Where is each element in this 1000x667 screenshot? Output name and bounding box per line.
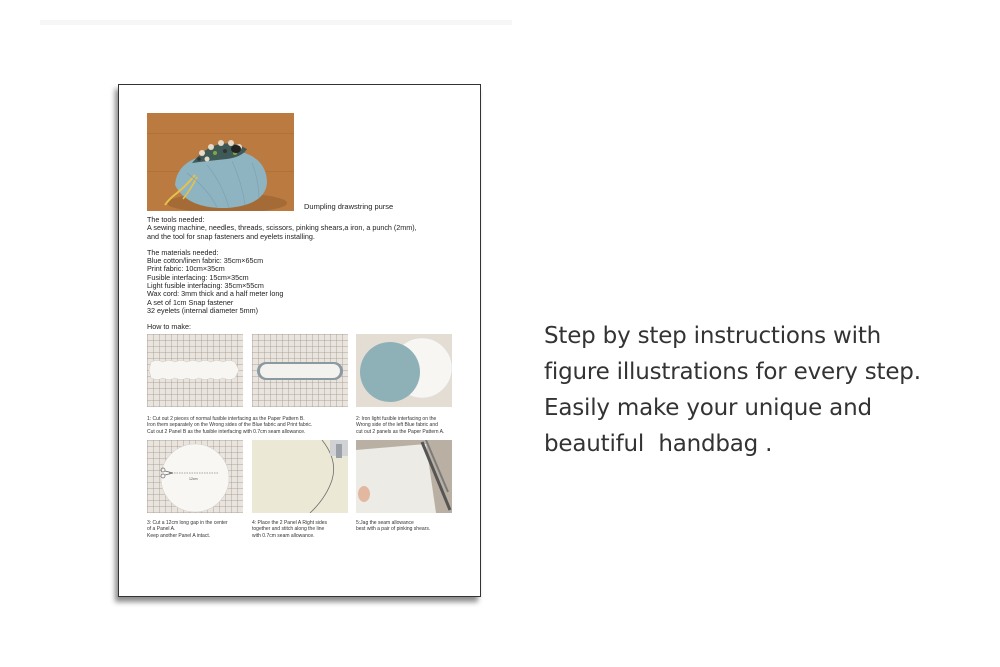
step-4-text bbox=[252, 520, 348, 539]
step-line: 1: Cut out 2 pieces of normal fusible interfacing as the Paper Pattern B. bbox=[147, 416, 305, 422]
materials-line: 32 eyelets (internal diameter 5mm) bbox=[147, 305, 259, 315]
step-line: Keep another Panel A intact. bbox=[147, 532, 211, 539]
step-line: 3: Cut a 12cm long gap in the center bbox=[147, 520, 228, 526]
promo-line: figure illustrations for every step. bbox=[544, 359, 921, 385]
step-1-photo bbox=[147, 334, 243, 407]
materials-section bbox=[147, 249, 457, 315]
tools-line: A sewing machine, needles, threads, scissors, pinking shears,a iron, a punch (2mm), bbox=[147, 223, 417, 233]
instruction-document-page bbox=[118, 84, 481, 597]
promo-line: beautiful handbag . bbox=[544, 431, 773, 457]
step-1-text bbox=[147, 416, 357, 435]
promo-line: Step by step instructions with bbox=[544, 323, 882, 349]
step-line: Wrong side of the left Blue fabric and bbox=[356, 422, 438, 429]
step-3-photo-label: 12cm bbox=[189, 477, 198, 481]
tools-line: and the tool for snap fasteners and eyelets installing. bbox=[147, 231, 315, 241]
materials-line: Blue cotton/linen fabric: 35cm×65cm bbox=[147, 256, 264, 266]
tools-section bbox=[147, 216, 457, 241]
step-line: Cut out 2 Panel B as the fusible interfacing with 0.7cm seam allowance. bbox=[147, 428, 306, 435]
promo-text bbox=[544, 318, 921, 462]
materials-heading: The materials needed: bbox=[147, 247, 219, 257]
promo-line: Easily make your unique and bbox=[544, 395, 872, 421]
step-5-photo bbox=[356, 440, 452, 513]
top-divider bbox=[40, 20, 512, 25]
step-line: 5:Jag the seam allowance bbox=[356, 520, 414, 526]
step-2b-photo bbox=[356, 334, 452, 407]
step-line: with 0.7cm seam allowance. bbox=[252, 532, 315, 539]
step-line: of a Panel A. bbox=[147, 526, 176, 533]
materials-line: Light fusible interfacing: 35cm×55cm bbox=[147, 281, 264, 291]
step-3-photo bbox=[147, 440, 243, 513]
tools-heading: The tools needed: bbox=[147, 215, 205, 224]
step-line: cut out 2 panels as the Paper Pattern A. bbox=[356, 428, 445, 435]
how-to-heading: How to make: bbox=[147, 322, 191, 332]
document-body bbox=[147, 216, 457, 332]
step-line: 4: Place the 2 Panel A Right sides bbox=[252, 520, 328, 526]
step-4-photo bbox=[252, 440, 348, 513]
step-5-text bbox=[356, 520, 452, 533]
step-line: best with a pair of pinking shears. bbox=[356, 526, 431, 533]
photo-caption: Dumpling drawstring purse bbox=[304, 202, 394, 211]
hero-photo-purse bbox=[147, 113, 294, 211]
step-line: Iron them separately on the Wrong sides of the Blue fabric and Print fabric. bbox=[147, 422, 313, 429]
step-line: together and stitch along the line bbox=[252, 526, 325, 533]
step-line: 2: Iron light fusible interfacing on the bbox=[356, 416, 437, 422]
materials-line: A set of 1cm Snap fastener bbox=[147, 297, 234, 307]
step-2-photo bbox=[252, 334, 348, 407]
step-2-text bbox=[356, 416, 452, 435]
materials-line: Fusible interfacing: 15cm×35cm bbox=[147, 272, 249, 282]
step-3-text bbox=[147, 520, 243, 539]
materials-line: Print fabric: 10cm×35cm bbox=[147, 264, 225, 274]
materials-line: Wax cord: 3mm thick and a half meter long bbox=[147, 289, 284, 299]
